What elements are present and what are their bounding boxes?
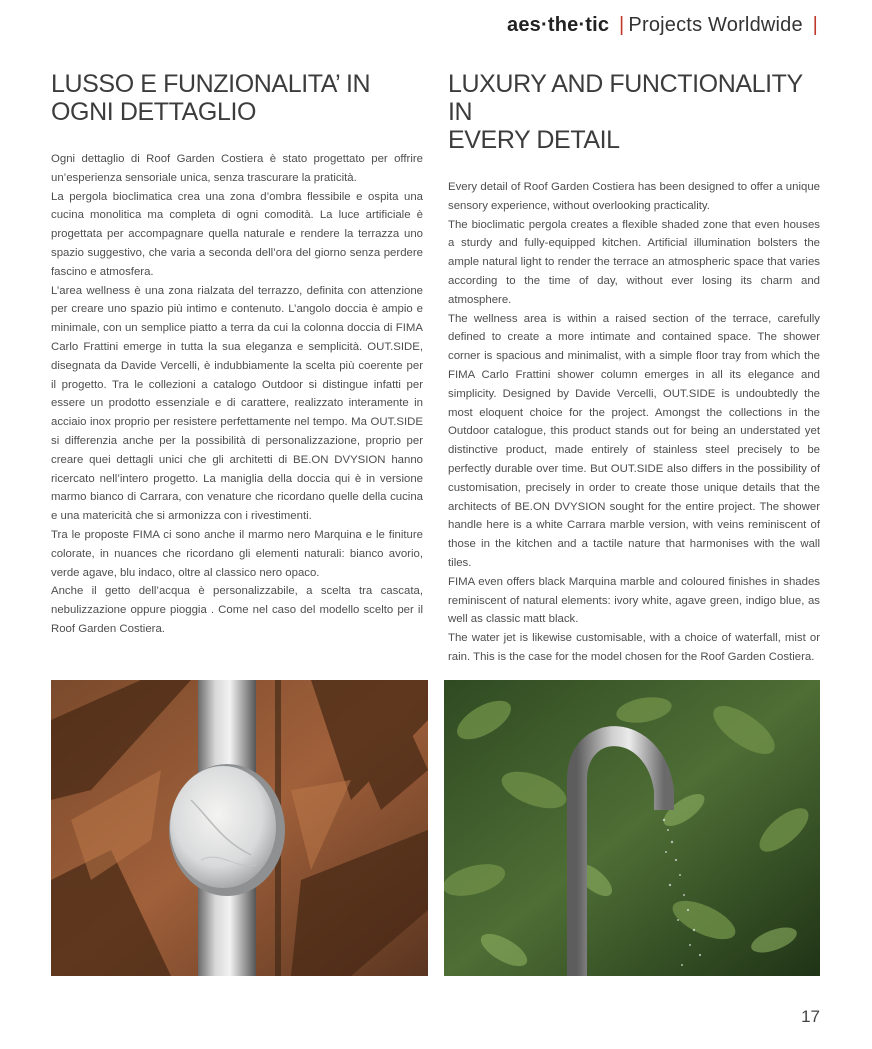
photo-steel-spout: [444, 680, 820, 976]
italian-paragraph: Anche il getto dell’acqua è personalizzabile, a scelta tra cascata, nebulizzazione oppure pioggia . Come nel caso del modello scelto per il Roof Garden Costiera.: [51, 585, 423, 635]
steel-spout-illustration: [444, 680, 820, 976]
italian-title-line1: LUSSO E FUNZIONALITA’ IN: [51, 70, 371, 98]
italian-paragraph: Ogni dettaglio di Roof Garden Costiera è stato progettato per offrire un’esperienza sensoriale unica, senza trascurare la praticità.: [51, 153, 423, 184]
english-title: [448, 70, 820, 154]
italian-paragraph: L’area wellness è una zona rialzata del terrazzo, definita con attenzione per creare uno spazio più intimo e contenuto. L’angolo doccia è ampio e minimale, con un semplice piatto a terra da cui la colonna doccia di FIMA Carlo Frattini emerge in tutta la sua eleganza e semplicità. OUT.SIDE, disegnata da Davide Vercelli, è indubbiamente la scelta più coerente per il progetto. Tra le collezioni a catalogo Outdoor si distingue infatti per essere un prodotto essenziale e di carattere, realizzato interamente in acciaio inox proprio per resistere perfettamente nel tempo. Ma OUT.SIDE si differenzia anche per la possibilità di personalizzazione, proprio per creare quei dettagli unici che gli architetti di BE.ON DVYSION hanno ricercato nell’intero progetto. La maniglia della doccia qui è in versione marmo bianco di Carrara, con venature che ricordano quelle della cucina e una matericità che si armonizza con i rivestimenti.: [51, 284, 423, 523]
italian-column: [51, 70, 423, 639]
english-title-line1: LUXURY AND FUNCTIONALITY IN: [448, 70, 803, 126]
header-section: Projects Worldwide: [628, 14, 803, 36]
italian-paragraph: Tra le proposte FIMA ci sono anche il marmo nero Marquina e le finiture colorate, in nuances che ricordano gli elementi naturali: bianco avorio, verde agave, blu indaco, oltre al classico nero opaco.: [51, 528, 423, 579]
english-title-line2: EVERY DETAIL: [448, 126, 620, 154]
page-header: [507, 14, 822, 37]
english-paragraph: Every detail of Roof Garden Costiera has been designed to offer a unique sensory experience, without overlooking practicality.: [448, 181, 820, 212]
italian-paragraph: La pergola bioclimatica crea una zona d’ombra flessibile e ospita una cucina monolitica ma completa di ogni comodità. La luce artificiale è progettata per accompagnare quella naturale e rendere la terrazza uno spazio suggestivo, che varia a seconda dell’ora del giorno senza perdere fascino e atmosfera.: [51, 190, 423, 278]
italian-body: [51, 150, 423, 639]
marble-handle-illustration: [51, 680, 428, 976]
english-paragraph: The bioclimatic pergola creates a flexible shaded zone that even houses a sturdy and fully-equipped kitchen. Artificial illumination bolsters the ample natural light to render the terrace an atmospheric space that varies according to the time of day, without ever losing its charm and atmosphere.: [448, 218, 820, 306]
header-separator: |: [619, 14, 625, 36]
photo-marble-handle: [51, 680, 428, 976]
italian-title: [51, 70, 423, 126]
brand-name: aes·the·tic: [507, 14, 610, 36]
page-number: 17: [801, 1007, 820, 1026]
header-trailing-separator: |: [812, 14, 818, 36]
english-paragraph: The wellness area is within a raised section of the terrace, carefully defined to create a more intimate and contained space. The shower corner is spacious and minimalist, with a simple floor tray from which the FIMA Carlo Frattini shower column emerges in all its elegance and simplicity. Designed by Davide Vercelli, OUT.SIDE is undoubtedly the most eloquent choice for the project. Amongst the collections in the Outdoor catalogue, this product stands out for being an understated yet distinctive product, made entirely of stainless steel precisely to be perfectly durable over time. But OUT.SIDE also differs in the possibility of customisation, precisely in order to create those unique details that the architects of BE.ON DVYSION sought for the entire project. The shower handle here is a white Carrara marble version, with veins reminiscent of those in the kitchen and a tactile nature that harmonises with the wall tiles.: [448, 312, 820, 569]
english-paragraph: FIMA even offers black Marquina marble and coloured finishes in shades reminiscent of natural elements: ivory white, agave green, indigo blue, as well as classic matt black.: [448, 575, 820, 626]
english-body: [448, 178, 820, 667]
english-column: [448, 70, 820, 667]
english-paragraph: The water jet is likewise customisable, with a choice of waterfall, mist or rain. This is the case for the model chosen for the Roof Garden Costiera.: [448, 632, 820, 663]
italian-title-line2: OGNI DETTAGLIO: [51, 98, 257, 126]
